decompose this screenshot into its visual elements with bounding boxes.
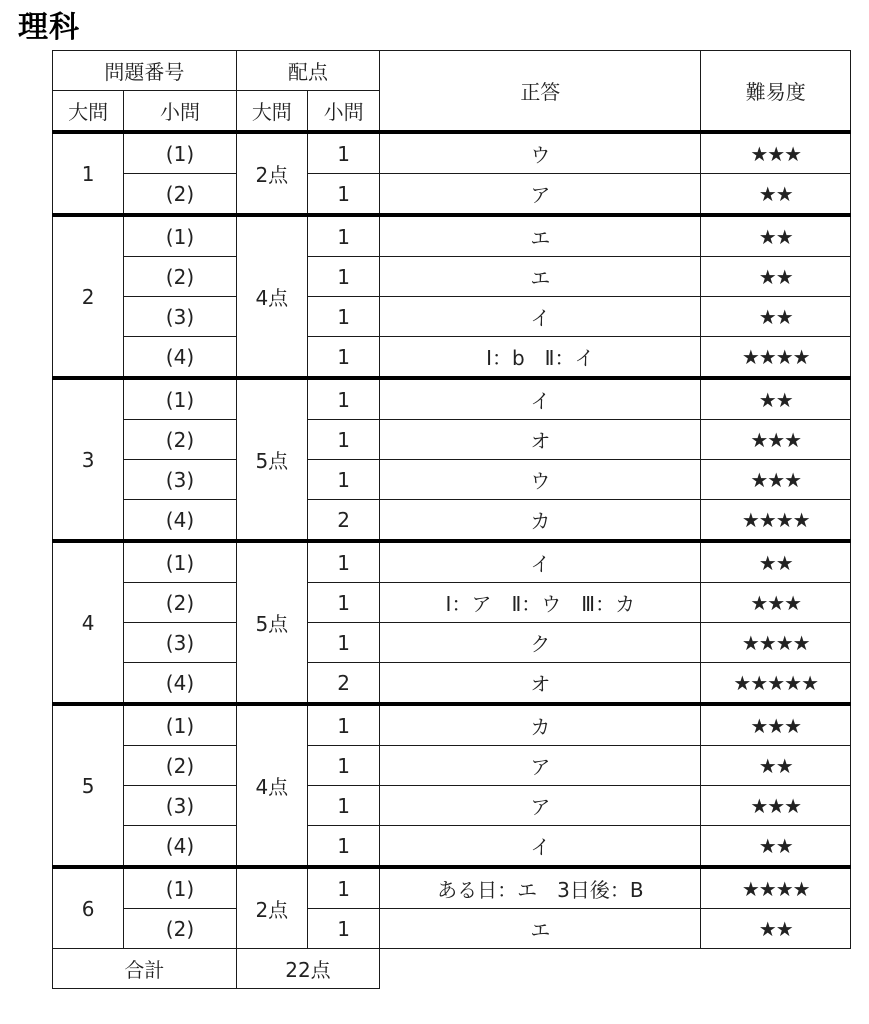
difficulty-stars: ★★★	[701, 786, 851, 826]
correct-answer: ウ	[380, 460, 701, 500]
small-question-points: 1	[307, 867, 379, 909]
small-question-points: 1	[307, 174, 379, 216]
total-value: 22点	[236, 949, 380, 989]
table-row	[53, 826, 851, 868]
header-problem-number: 問題番号	[53, 51, 237, 91]
small-question-number: (1)	[124, 132, 236, 174]
table-row	[53, 174, 851, 216]
small-question-points: 1	[307, 623, 379, 663]
header-difficulty: 難易度	[701, 51, 851, 133]
difficulty-stars: ★★★★	[701, 867, 851, 909]
difficulty-stars: ★★	[701, 257, 851, 297]
small-question-points: 1	[307, 420, 379, 460]
difficulty-stars: ★★	[701, 826, 851, 868]
difficulty-stars: ★★★	[701, 132, 851, 174]
difficulty-stars: ★★	[701, 378, 851, 420]
small-question-number: (3)	[124, 786, 236, 826]
small-question-number: (3)	[124, 297, 236, 337]
total-blank	[380, 949, 851, 989]
difficulty-stars: ★★★	[701, 704, 851, 746]
table-row	[53, 623, 851, 663]
table-row	[53, 663, 851, 705]
header-big-question: 大問	[53, 91, 124, 133]
correct-answer: イ	[380, 826, 701, 868]
big-question-number: 1	[53, 132, 124, 215]
small-question-number: (2)	[124, 583, 236, 623]
correct-answer: ア	[380, 786, 701, 826]
correct-answer: オ	[380, 420, 701, 460]
correct-answer: ア	[380, 746, 701, 786]
small-question-points: 1	[307, 215, 379, 257]
correct-answer: ク	[380, 623, 701, 663]
difficulty-stars: ★★	[701, 909, 851, 949]
small-question-number: (2)	[124, 746, 236, 786]
small-question-points: 1	[307, 909, 379, 949]
small-question-points: 2	[307, 663, 379, 705]
small-question-points: 1	[307, 257, 379, 297]
correct-answer: エ	[380, 215, 701, 257]
table-row	[53, 541, 851, 583]
difficulty-stars: ★★★★★	[701, 663, 851, 705]
table-row	[53, 337, 851, 379]
table-row	[53, 215, 851, 257]
table-row	[53, 297, 851, 337]
small-question-number: (1)	[124, 215, 236, 257]
total-row	[53, 949, 851, 989]
small-question-number: (4)	[124, 337, 236, 379]
big-question-points: 4点	[236, 215, 307, 378]
total-label: 合計	[53, 949, 237, 989]
page-title: 理科	[18, 10, 80, 45]
big-question-number: 5	[53, 704, 124, 867]
table-row	[53, 867, 851, 909]
small-question-number: (3)	[124, 623, 236, 663]
correct-answer: ある日：エ 3日後：B	[380, 867, 701, 909]
difficulty-stars: ★★★★	[701, 500, 851, 542]
header-row-1	[53, 51, 851, 91]
difficulty-stars: ★★	[701, 174, 851, 216]
small-question-number: (1)	[124, 541, 236, 583]
difficulty-stars: ★★★	[701, 420, 851, 460]
big-question-points: 2点	[236, 132, 307, 215]
correct-answer: Ⅰ：ア Ⅱ：ウ Ⅲ：カ	[380, 583, 701, 623]
header-big-question-points: 大問	[236, 91, 307, 133]
correct-answer: ウ	[380, 132, 701, 174]
table-row	[53, 500, 851, 542]
small-question-number: (2)	[124, 174, 236, 216]
big-question-number: 4	[53, 541, 124, 704]
difficulty-stars: ★★★	[701, 460, 851, 500]
small-question-number: (3)	[124, 460, 236, 500]
table-row	[53, 704, 851, 746]
correct-answer: オ	[380, 663, 701, 705]
big-question-points: 5点	[236, 541, 307, 704]
answer-table-body	[53, 132, 851, 949]
difficulty-stars: ★★★★	[701, 337, 851, 379]
small-question-number: (2)	[124, 257, 236, 297]
difficulty-stars: ★★	[701, 746, 851, 786]
correct-answer: イ	[380, 297, 701, 337]
small-question-points: 1	[307, 337, 379, 379]
small-question-number: (2)	[124, 909, 236, 949]
small-question-points: 1	[307, 297, 379, 337]
difficulty-stars: ★★	[701, 215, 851, 257]
table-row	[53, 460, 851, 500]
small-question-points: 1	[307, 583, 379, 623]
small-question-points: 2	[307, 500, 379, 542]
small-question-number: (1)	[124, 704, 236, 746]
small-question-number: (2)	[124, 420, 236, 460]
table-row	[53, 420, 851, 460]
small-question-number: (4)	[124, 663, 236, 705]
table-row	[53, 909, 851, 949]
small-question-number: (4)	[124, 500, 236, 542]
table-row	[53, 132, 851, 174]
big-question-number: 2	[53, 215, 124, 378]
table-row	[53, 583, 851, 623]
correct-answer: イ	[380, 541, 701, 583]
big-question-number: 6	[53, 867, 124, 949]
correct-answer: ア	[380, 174, 701, 216]
correct-answer: イ	[380, 378, 701, 420]
table-row	[53, 746, 851, 786]
correct-answer: カ	[380, 500, 701, 542]
big-question-number: 3	[53, 378, 124, 541]
header-small-question: 小問	[124, 91, 236, 133]
difficulty-stars: ★★	[701, 541, 851, 583]
small-question-points: 1	[307, 826, 379, 868]
table-row	[53, 257, 851, 297]
small-question-number: (4)	[124, 826, 236, 868]
small-question-points: 1	[307, 786, 379, 826]
difficulty-stars: ★★	[701, 297, 851, 337]
small-question-points: 1	[307, 460, 379, 500]
header-answer: 正答	[380, 51, 701, 133]
small-question-points: 1	[307, 378, 379, 420]
table-row	[53, 378, 851, 420]
header-small-question-points: 小問	[307, 91, 379, 133]
small-question-points: 1	[307, 746, 379, 786]
small-question-points: 1	[307, 704, 379, 746]
correct-answer: Ⅰ：b Ⅱ：イ	[380, 337, 701, 379]
correct-answer: エ	[380, 909, 701, 949]
correct-answer: カ	[380, 704, 701, 746]
header-points: 配点	[236, 51, 380, 91]
small-question-number: (1)	[124, 378, 236, 420]
difficulty-stars: ★★★	[701, 583, 851, 623]
difficulty-stars: ★★★★	[701, 623, 851, 663]
small-question-points: 1	[307, 541, 379, 583]
big-question-points: 5点	[236, 378, 307, 541]
small-question-number: (1)	[124, 867, 236, 909]
answer-table	[52, 50, 851, 989]
table-row	[53, 786, 851, 826]
correct-answer: エ	[380, 257, 701, 297]
small-question-points: 1	[307, 132, 379, 174]
big-question-points: 4点	[236, 704, 307, 867]
big-question-points: 2点	[236, 867, 307, 949]
